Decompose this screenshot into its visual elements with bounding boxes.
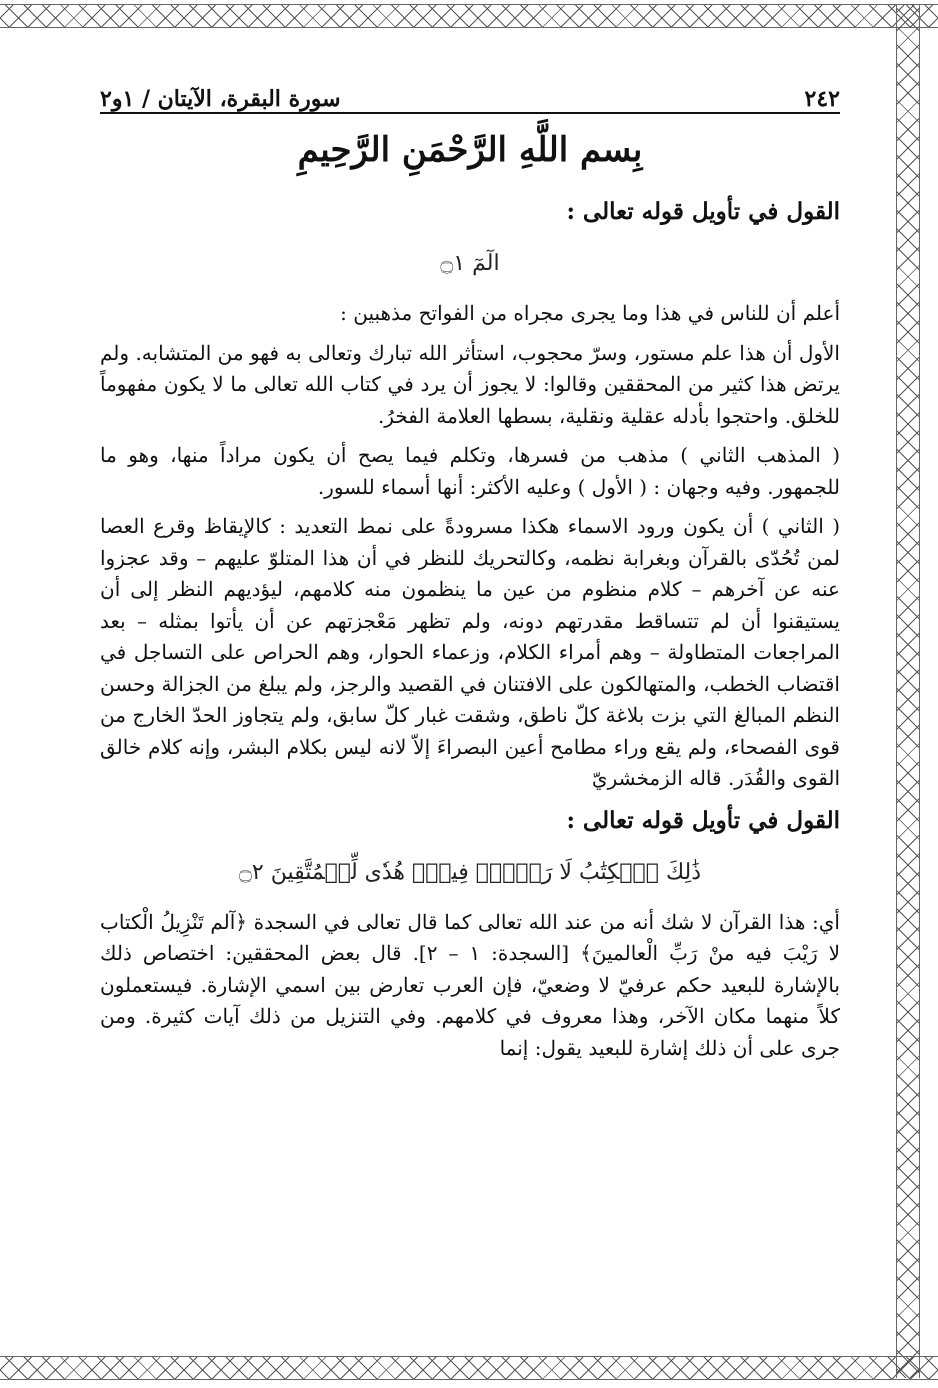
paragraph-3: ( المذهب الثاني ) مذهب من فسرها، وتكلم فيما يصح أن يكون مراداً منها، وهو ما للجمهور. وفيه وجهان : ( الأول ) وعليه الأكثر: أنها أسماء للسور. [100, 443, 840, 499]
ornamental-border-bottom [0, 1356, 938, 1380]
section-heading-2: القول في تأويل قوله تعالى : [566, 806, 840, 834]
basmala: بِسم اللَّهِ الرَّحْمَنِ الرَّحِيمِ [297, 130, 643, 170]
ornamental-border-top [0, 4, 938, 28]
section-heading-1: القول في تأويل قوله تعالى : [566, 198, 840, 225]
paragraph-5: أي: هذا القرآن لا شك أنه من عند الله تعالى كما قال تعالى في السجدة ﴿آلم تَنْزِيلُ الْكتاب لا رَيْبَ فيه منْ رَبِّ الْعالمينَ﴾ [السجدة: ١ – ٢]. قال بعض المحققين: اختصاص ذلك بالإشارة للبعيد حكم عرفيّ لا وضعيّ، فإن العرب تعارض بين اسمي الإشارة. فيستعملون كلاً منهما مكان الآخر، وهذا معروف في كلامهم. وفي التنزيل من ذلك آيات كثيرة. ومن جرى على أن ذلك إشارة للبعيد يقول: إنما [100, 909, 840, 1060]
page-header [100, 70, 840, 114]
paragraph-2: الأول أن هذا علم مستور، وسرّ محجوب، استأثر الله تبارك وتعالى به فهو من المتشابه. ولم يرتض هذا كثير من المحققين وقالوا: لا يجوز أن يرد في كتاب الله تعالى ما لا يكون مفهوماً للخلق. واحتجوا بأدله عقلية ونقلية، بسطها العلامة الفخرُ. [100, 340, 840, 428]
paragraph-1: أعلم أن للناس في هذا وما يجرى مجراه من الفواتح مذهبين : [340, 301, 840, 325]
paragraph-4: ( الثاني ) أن يكون ورود الاسماء هكذا مسرودةً على نمط التعديد : كالإيقاظ وقرع العصا لمن تُحُدّى بالقرآن وبغرابة نظمه، وكالتحريك للنظر في أن هذا المتلوّ عليهم – وقد عجزوا عنه عن آخرهم – كلام منظوم من عين ما ينظمون منه كلامهم، ليؤديهم النظر إلى أن يستيقنوا أن لم تتساقط مقدرتهم دونه، ولم تظهر مَعْجزتهم عن أن يأتوا بمثله – بعد المراجعات المتطاولة – وهم أمراء الكلام، وزعماء الحوار، وهم الحراص على التساجل في اقتضاب الخطب، والمتهالكون على الافتنان في القصيد والرجز، ولم يبلغ من الجزالة وحسن النظم المبالغ التي بزت بلاغة كلّ ناطق، وشقت غبار كلّ سابق، ولم يتجاوز الحدّ الخارج من قوى الفصحاء، ولم يقع وراء مطامح أعين البصراءَ إلاّ لانه ليس بكلام البشر، وإنه كلام خالق القوى والقُدَر. قاله الزمخشريّ [100, 514, 840, 790]
running-title: سورة البقرة، الآيتان / ١و٢ [100, 86, 341, 112]
quran-verse-1: الٓمٓ ۝١ [440, 251, 500, 276]
page-number: ٢٤٢ [804, 86, 840, 112]
page-body [100, 70, 840, 1072]
ornamental-border-right [896, 4, 920, 1378]
quran-verse-2: ذَٰلِكَ ٱلۡكِتَٰبُ لَا رَيۡبَۛ فِيهِۛ هُدٗى لِّلۡمُتَّقِينَ ۝٢ [238, 859, 701, 885]
